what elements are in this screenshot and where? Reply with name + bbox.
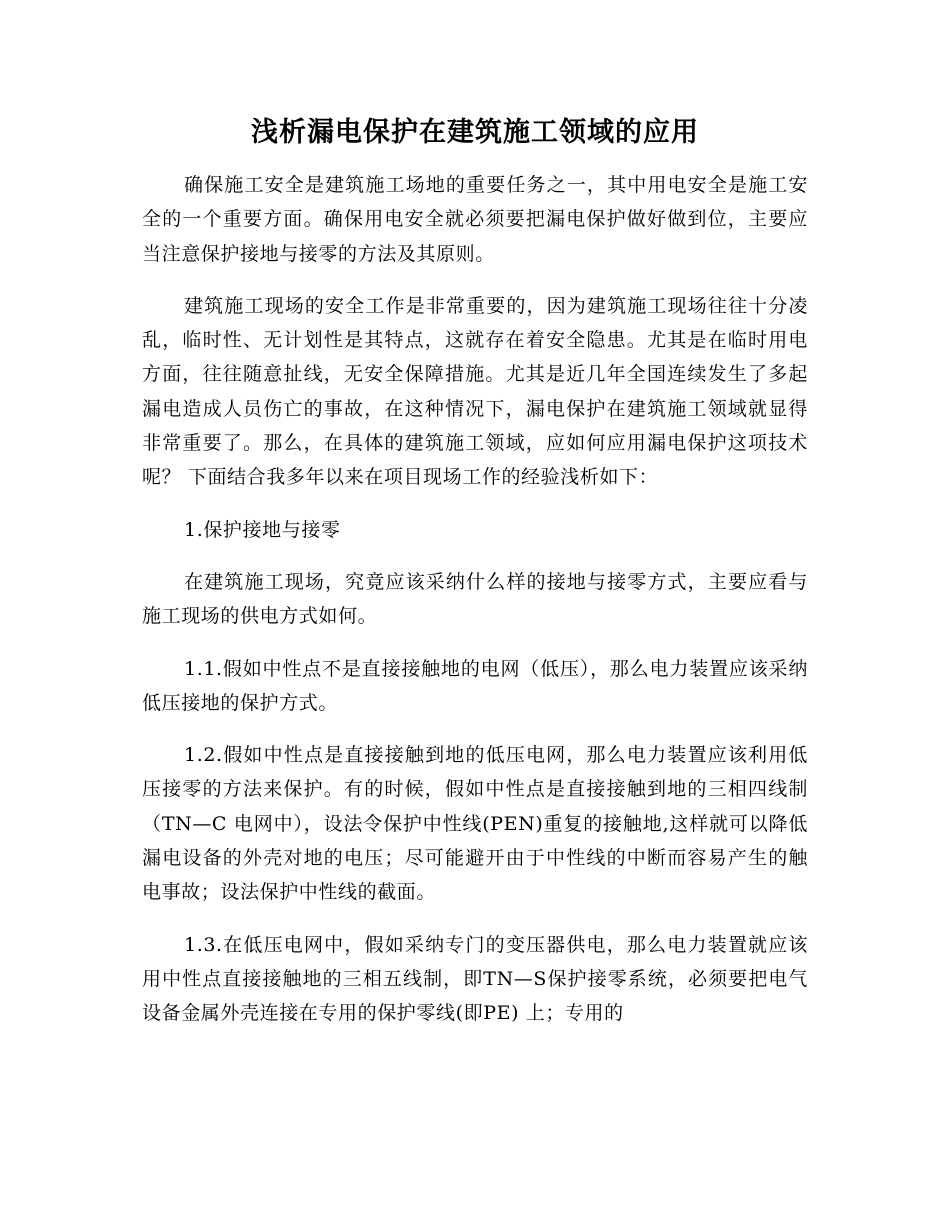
document-title: 浅析漏电保护在建筑施工领域的应用 xyxy=(251,117,699,148)
document-body xyxy=(142,168,808,1031)
paragraph-1-1: 1.1.假如中性点不是直接接触地的电网（低压），那么电力装置应该采纳低压接地的保护方式。 xyxy=(142,657,808,714)
paragraph-1-2: 1.2.假如中性点是直接接触到地的低压电网，那么电力装置应该利用低压接零的方法来保护。有的时候，假如中性点是直接接触到地的三相四线制（TN—C 电网中），设法令保护中性线(PEN)重复的接触地,这样就可以降低漏电设备的外壳对地的电压；尽可能避开由于中性线的中断而容易产生的触电事故；设法保护中性线的截面。 xyxy=(142,744,808,904)
paragraph-1-3: 1.3.在低压电网中，假如采纳专门的变压器供电，那么电力装置就应该用中性点直接接触地的三相五线制，即TN—S保护接零系统，必须要把电气设备金属外壳连接在专用的保护零线(即PE) 上；专用的 xyxy=(142,933,808,1025)
section-heading-1: 1.保护接地与接零 xyxy=(184,518,341,541)
paragraph-section-1: 在建筑施工现场，究竟应该采纳什么样的接地与接零方式，主要应看与施工现场的供电方式如何。 xyxy=(142,570,808,628)
paragraph-background: 建筑施工现场的安全工作是非常重要的，因为建筑施工现场往往十分凌乱，临时性、无计划性是其特点，这就存在着安全隐患。尤其是在临时用电方面，往往随意扯线，无安全保障措施。尤其是近几年全国连续发生了多起漏电造成人员伤亡的事故，在这种情况下，漏电保护在建筑施工领域就显得非常重要了。那么，在具体的建筑施工领域，应如何应用漏电保护这项技术呢？ 下面结合我多年以来在项目现场工作的经验浅析如下： xyxy=(142,294,808,489)
paragraph-intro: 确保施工安全是建筑施工场地的重要任务之一，其中用电安全是施工安全的一个重要方面。确保用电安全就必须要把漏电保护做好做到位，主要应当注意保护接地与接零的方法及其原则。 xyxy=(142,174,808,265)
